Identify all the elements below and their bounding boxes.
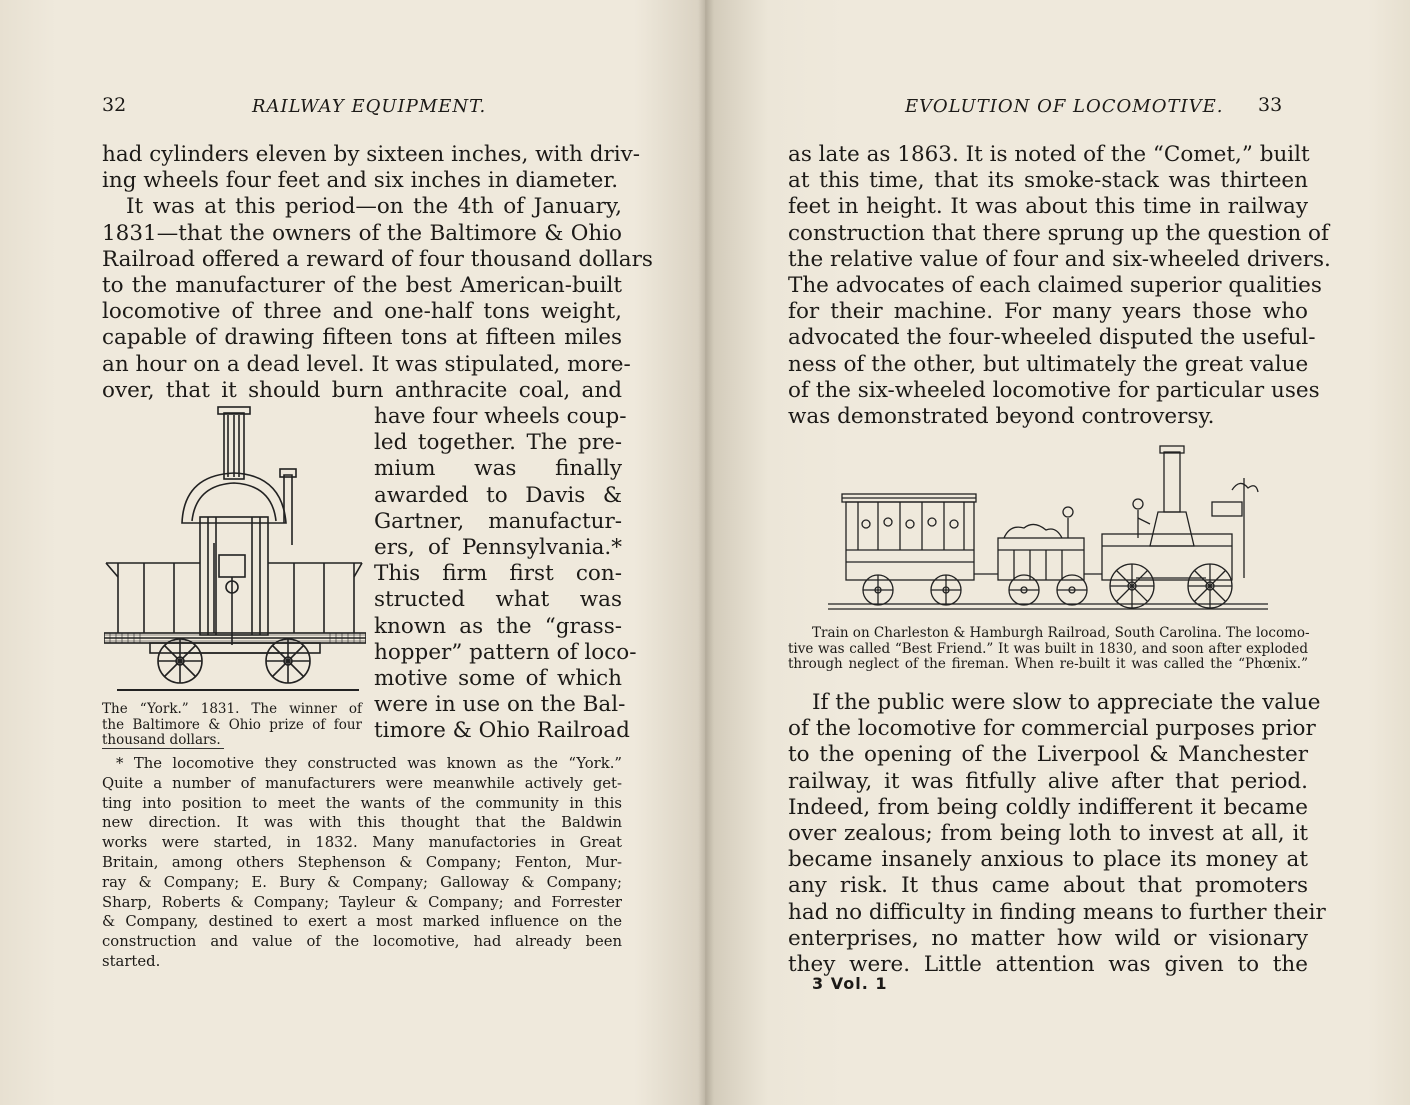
left-body-text xyxy=(102,142,653,404)
body-line: led together. The pre- xyxy=(374,430,622,456)
body-line: 1831—that the owners of the Baltimore & Ohio xyxy=(102,220,622,246)
footnote-line: Sharp, Roberts & Company; Tayleur & Company; and Forrester xyxy=(102,893,622,911)
body-line: Railroad offered a reward of four thousand dollars xyxy=(102,246,653,272)
body-line: ness of the other, but ultimately the great value xyxy=(788,351,1309,377)
left-side-text xyxy=(374,404,637,745)
body-line: of the six-wheeled locomotive for particular uses xyxy=(788,377,1320,403)
footnote xyxy=(102,754,622,972)
best-friend-figure-caption xyxy=(788,626,1308,673)
york-figure-caption xyxy=(102,702,362,749)
footnote-line: Quite a number of manufacturers were meanwhile actively get- xyxy=(102,774,622,792)
caption-line: thousand dollars. xyxy=(102,732,221,748)
york-locomotive-illustration xyxy=(104,405,366,685)
caption-line: tive was called “Best Friend.” It was built in 1830, and soon after exploded xyxy=(788,640,1308,657)
body-line: timore & Ohio Railroad xyxy=(374,718,630,744)
footnote-line: construction and value of the locomotive, had already been xyxy=(102,933,622,951)
body-line: feet in height. It was about this time in railway xyxy=(788,194,1308,220)
body-line: they were. Little attention was given to the xyxy=(788,952,1308,978)
body-line: the relative value of four and six-wheeled drivers. xyxy=(788,246,1331,272)
body-line: structed what was xyxy=(374,587,622,613)
footnote-line: started. xyxy=(102,952,161,970)
footnote-line: Britain, among others Stephenson & Company; Fenton, Mur- xyxy=(102,853,622,871)
body-line: an hour on a dead level. It was stipulated, more- xyxy=(102,351,631,377)
signature-mark: 3 Vol. 1 xyxy=(812,974,888,993)
body-line: ers, of Pennsylvania.* xyxy=(374,535,622,561)
body-line: any risk. It thus came about that promoters xyxy=(788,873,1308,899)
body-line: to the manufacturer of the best American-built xyxy=(102,273,622,299)
body-line: over, that it should burn anthracite coal, and xyxy=(102,377,622,403)
book-gutter xyxy=(698,0,714,1105)
body-line: as late as 1863. It is noted of the “Comet,” built xyxy=(788,142,1310,167)
body-line: was demonstrated beyond controversy. xyxy=(788,404,1215,430)
body-line: to the opening of the Liverpool & Manchester xyxy=(788,742,1308,768)
left-running-head: RAILWAY EQUIPMENT. xyxy=(252,96,487,117)
body-line: of the locomotive for commercial purposes prior xyxy=(788,716,1316,742)
right-page xyxy=(705,0,1410,1105)
body-line: The advocates of each claimed superior qualities xyxy=(788,273,1322,299)
body-line: Gartner, manufactur- xyxy=(374,508,622,534)
right-running-head: EVOLUTION OF LOCOMOTIVE. xyxy=(905,96,1224,117)
body-line: ing wheels four feet and six inches in diameter. xyxy=(102,168,619,194)
body-line: awarded to Davis & xyxy=(374,482,622,508)
body-line: If the public were slow to appreciate the value xyxy=(812,690,1321,715)
footnote-line: ray & Company; E. Bury & Company; Galloway & Company; xyxy=(102,873,622,891)
body-line: locomotive of three and one-half tons weight, xyxy=(102,299,622,325)
footnote-line: new direction. It was with this thought that the Baldwin xyxy=(102,814,622,832)
body-line: This firm first con- xyxy=(374,561,622,587)
body-line: mium was finally xyxy=(374,456,622,482)
body-line: railway, it was fitfully alive after that period. xyxy=(788,768,1308,794)
body-line: have four wheels coup- xyxy=(374,404,627,429)
body-line: advocated the four-wheeled disputed the useful- xyxy=(788,325,1316,351)
body-line: known as the “grass- xyxy=(374,613,622,639)
best-friend-train-illustration xyxy=(828,438,1268,618)
left-page-number: 32 xyxy=(102,94,127,116)
body-line: became insanely anxious to place its money at xyxy=(788,847,1308,873)
caption-line: through neglect of the fireman. When re-built it was called the “Phœnix.” xyxy=(788,656,1308,672)
figure-ground-line xyxy=(117,689,359,691)
body-line: enterprises, no matter how wild or visionary xyxy=(788,925,1308,951)
body-line: had cylinders eleven by sixteen inches, with driv- xyxy=(102,142,641,167)
caption-line: Train on Charleston & Hamburgh Railroad, South Carolina. The locomo- xyxy=(812,625,1310,641)
body-line: construction that there sprung up the question of xyxy=(788,220,1329,246)
body-line: capable of drawing fifteen tons at fifteen miles xyxy=(102,325,622,351)
body-line: at this time, that its smoke-stack was thirteen xyxy=(788,168,1308,194)
footnote-line: ting into position to meet the wants of the community in this xyxy=(102,794,622,812)
footnote-line: & Company, destined to exert a most marked influence on the xyxy=(102,913,622,931)
body-line: motive some of which xyxy=(374,666,622,692)
body-line: had no difficulty in finding means to further their xyxy=(788,899,1326,925)
body-line: It was at this period—on the 4th of January, xyxy=(126,194,622,220)
body-line: were in use on the Bal- xyxy=(374,692,626,718)
right-page-number: 33 xyxy=(1258,94,1283,116)
caption-line: The “York.” 1831. The winner of xyxy=(102,701,362,717)
body-line: Indeed, from being coldly indifferent it became xyxy=(788,794,1308,820)
body-line: hopper” pattern of loco- xyxy=(374,639,637,665)
footnote-line: * The locomotive they constructed was known as the “York.” xyxy=(116,755,622,772)
caption-line: the Baltimore & Ohio prize of four xyxy=(102,716,362,733)
body-line: over zealous; from being loth to invest at all, it xyxy=(788,821,1308,847)
right-paragraph-2 xyxy=(788,690,1326,978)
footnote-separator xyxy=(102,748,224,749)
right-paragraph-1 xyxy=(788,142,1331,430)
footnote-line: works were started, in 1832. Many manufactories in Great xyxy=(102,834,622,852)
body-line: for their machine. For many years those who xyxy=(788,299,1308,325)
